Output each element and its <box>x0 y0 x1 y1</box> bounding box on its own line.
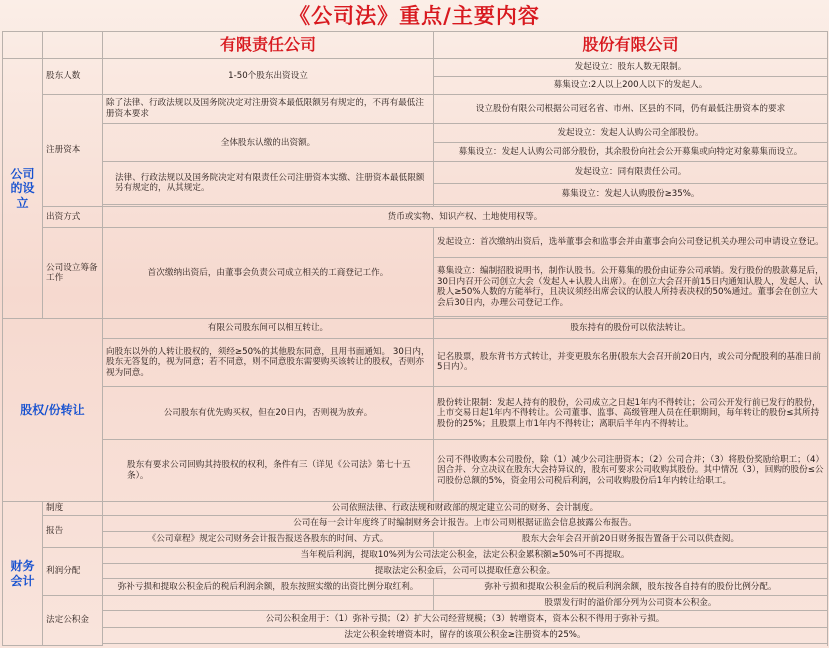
cell-llc-reserve-empty <box>103 596 434 611</box>
cell-jsc-shareholders-1: 发起设立：股东人数无限制。 <box>434 58 828 76</box>
table-row <box>3 162 828 183</box>
cell-both-system: 公司依照法律、行政法规和财政部的规定建立公司的财务、会计制度。 <box>103 502 828 516</box>
row-label-profit: 利润分配 <box>43 547 103 596</box>
cell-jsc-capital-5: 募集设立：发起人认购股份≥35%。 <box>434 183 828 204</box>
cell-llc-preparation: 首次缴纳出资后，由董事会负责公司成立相关的工商登记工作。 <box>103 228 434 319</box>
table-row <box>3 502 828 516</box>
cell-llc-equity-3: 公司股东有优先购买权，但在20日内，否则视为放弃。 <box>103 387 434 440</box>
cell-jsc-capital-2: 发起设立：发起人认购公司全部股份。 <box>434 124 828 143</box>
row-label-capital: 注册资本 <box>43 94 103 206</box>
table-row <box>3 563 828 579</box>
spacer-cell <box>103 644 828 646</box>
table-row <box>3 338 828 387</box>
table-row <box>3 547 828 563</box>
cell-llc-capital-3: 法律、行政法规以及国务院决定对有限责任公司注册资本实缴、注册资本最低限额另有规定的，从其规定。 <box>103 162 434 204</box>
cell-jsc-equity-2: 记名股票，股东背书方式转让，并变更股东名册(股东大会召开前20日内，或公司分配股利的基准日前5日内）。 <box>434 338 828 387</box>
cell-llc-report: 《公司章程》规定公司财务会计报告报送各股东的时间、方式。 <box>103 531 434 547</box>
table-row <box>3 579 828 596</box>
page-title: 《公司法》重点/主要内容 <box>289 4 540 28</box>
cell-both-profit-2: 提取法定公积金后，公司可以提取任意公积金。 <box>103 563 828 579</box>
cell-jsc-profit: 弥补亏损和提取公积金后的税后利润余额，股东按各自持有的股份比例分配。 <box>434 579 828 596</box>
cell-jsc-equity-1: 股东持有的股份可以依法转让。 <box>434 319 828 338</box>
cell-both-reserve-2: 法定公积金转增资本时，留存的该项公积金≥注册资本的25%。 <box>103 628 828 644</box>
row-label-shareholders: 股东人数 <box>43 58 103 94</box>
cell-jsc-equity-3: 股份转让限制：发起人持有的股份，公司成立之日起1年内不得转让；公司公开发行前已发行的股份，上市交易日起1年内不得转让。公司董事、监事、高级管理人员在任职期间，每年转让的股份≤其所持股份的25%；且股票上市1年内不得转让；离职后半年内不得转让。 <box>434 387 828 440</box>
cell-jsc-capital-4: 发起设立：同有限责任公司。 <box>434 162 828 183</box>
header-row <box>3 32 828 59</box>
table-row <box>3 644 828 646</box>
row-label-system: 制度 <box>43 502 103 516</box>
cell-llc-equity-2: 向股东以外的人转让股权的，须经≥50%的其他股东同意，且用书面通知。 30日内，股东无答复的，视为同意；若不同意，则不同意股东需要购买该转让的股权，否则亦视为同意。 <box>103 338 434 387</box>
table-row <box>3 58 828 76</box>
cell-jsc-shareholders-2: 募集设立:2人以上200人以下的发起人。 <box>434 76 828 94</box>
row-label-report: 报告 <box>43 515 103 547</box>
header-corner <box>3 32 43 59</box>
table-row <box>3 440 828 502</box>
cell-jsc-reserve: 股票发行时的溢价部分列为公司资本公积金。 <box>434 596 828 611</box>
table-row <box>3 515 828 531</box>
cell-jsc-equity-4: 公司不得收购本公司股份，除（1）减少公司注册资本；（2）公司合并；（3）将股份奖励给职工；（4）因合并、分立决议在股东大会持异议的，股东可要求公司收购其股份。其中情况（3），回购的股份≤公司股份总额的5%，资金用公司税后利润，公司收购股份后1年内转让给职工。 <box>434 440 828 502</box>
cell-jsc-preparation-2: 募集设立：编制招股说明书，制作认股书。公开募集的股份由证券公司承销。发行股份的股款募足后，30日内召开公司创立大会（发起人+认股人出席）。在创立大会召开前15日内通知认股人，发起人、认股人≥50%人数的方能举行，且决议须经出席会议的认股人所持表决权的50%通过。董事会在创立大会后30日内，办理公司登记工作。 <box>434 257 828 316</box>
table-row <box>3 207 828 228</box>
table-row <box>3 387 828 440</box>
cell-llc-profit: 弥补亏损和提取公积金后的税后利润余额，股东按照实缴的出资比例分取红利。 <box>103 579 434 596</box>
column-header-llc: 有限责任公司 <box>103 32 434 59</box>
table-row <box>3 611 828 628</box>
cell-both-profit-1: 当年税后利润，提取10%列为公司法定公积金，法定公积金累积额≥50%可不再提取。 <box>103 547 828 563</box>
comparison-table <box>2 31 828 646</box>
group-finance: 财务会计 <box>3 502 43 646</box>
cell-jsc-capital-1: 设立股份有限公司根据公司冠名省、市州、区县的不同，仍有最低注册资本的要求 <box>434 94 828 124</box>
header-corner-sub <box>43 32 103 59</box>
cell-jsc-capital-3: 募集设立：发起人认购公司部分股份，其余股份向社会公开募集或向特定对象募集而设立。 <box>434 143 828 162</box>
cell-jsc-preparation-1: 发起设立：首次缴纳出资后，选举董事会和监事会并由董事会向公司登记机关办理公司申请设立登记。 <box>434 228 828 258</box>
cell-llc-equity-4: 股东有要求公司回购其持股权的权利，条件有三（详见《公司法》第七十五条）。 <box>103 440 434 502</box>
column-header-jsc: 股份有限公司 <box>434 32 828 59</box>
cell-jsc-report: 股东大会年会召开前20日财务报告置备于公司以供查阅。 <box>434 531 828 547</box>
cell-llc-equity-1: 有限公司股东间可以相互转让。 <box>103 319 434 338</box>
group-establishment: 公司的设立 <box>3 58 43 319</box>
cell-both-report: 公司在每一会计年度终了时编制财务会计报告。上市公司则根据证监会信息披露公布报告。 <box>103 515 828 531</box>
cell-llc-capital-1: 除了法律、行政法规以及国务院决定对注册资本最低限额另有规定的，不再有最低注册资本要求 <box>103 94 434 124</box>
cell-both-contribution: 货币或实物、知识产权、土地使用权等。 <box>103 207 828 228</box>
cell-both-reserve-1: 公司公积金用于：（1）弥补亏损；（2）扩大公司经营规模；（3）转增资本，资本公积不得用于弥补亏损。 <box>103 611 828 628</box>
table-row <box>3 319 828 338</box>
row-label-contribution: 出资方式 <box>43 207 103 228</box>
table-row <box>3 124 828 143</box>
group-equity: 股权/份转让 <box>3 319 103 502</box>
cell-llc-shareholders: 1-50个股东出资设立 <box>103 58 434 94</box>
table-row <box>3 94 828 124</box>
table-row <box>3 628 828 644</box>
row-label-reserve: 法定公积金 <box>43 596 103 646</box>
row-label-preparation: 公司设立筹备工作 <box>43 228 103 319</box>
table-row <box>3 596 828 611</box>
table-row <box>3 531 828 547</box>
table-row <box>3 228 828 258</box>
cell-llc-capital-2: 全体股东认缴的出资额。 <box>103 124 434 162</box>
